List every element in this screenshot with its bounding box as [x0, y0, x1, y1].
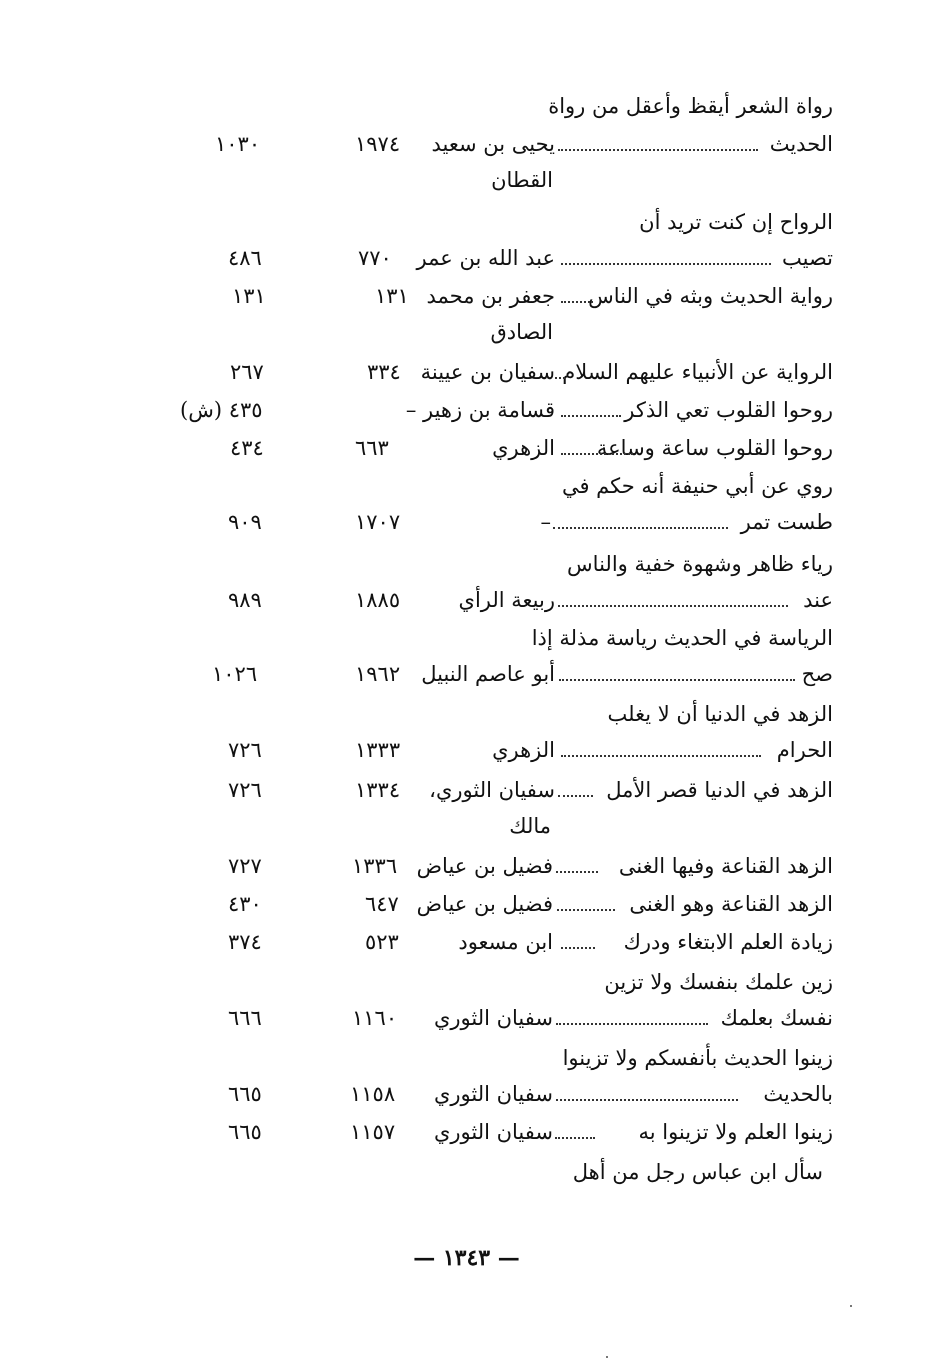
- entry-narrator-continued: الصادق: [490, 320, 553, 344]
- index-entry-line: [0, 468, 933, 504]
- index-entry-line: [0, 392, 933, 428]
- leader-dots: [558, 149, 758, 151]
- entry-narrator: أبو عاصم النبيل: [421, 662, 555, 686]
- entry-page: ١٠٢٦: [212, 662, 258, 686]
- index-entry-line: [0, 732, 933, 768]
- entry-narrator: سفيان الثوري،: [429, 778, 555, 802]
- index-entry-line: [0, 204, 933, 240]
- entry-narrator: فضيل بن عياض: [416, 892, 553, 916]
- entry-narrator: سفيان الثوري: [433, 1006, 553, 1030]
- entry-page: ٧٢٧: [228, 854, 262, 878]
- leader-dots: [559, 679, 795, 681]
- leader-dots: [561, 755, 761, 757]
- leader-dots: [556, 1023, 708, 1025]
- entry-page: ٤٣٤: [230, 436, 264, 460]
- entry-page: ٤٣٠: [228, 892, 262, 916]
- entry-number: ١٣٣٣: [355, 738, 401, 762]
- index-entry-line: [0, 964, 933, 1000]
- entry-phrase: عند: [803, 588, 833, 612]
- leader-dots: [561, 263, 771, 265]
- entry-narrator-continued: مالك: [509, 814, 551, 838]
- index-entry-line: [0, 546, 933, 582]
- index-entry-line: [0, 772, 933, 808]
- entry-number: ١٣٣٤: [355, 778, 401, 802]
- leader-dots: [561, 415, 621, 417]
- entry-phrase: زين علمك بنفسك ولا تزين: [604, 970, 833, 994]
- entry-phrase: صح: [801, 662, 833, 686]
- entry-page: ٩٠٩: [228, 510, 262, 534]
- entry-page: ٤٨٦: [228, 246, 262, 270]
- index-entry-line: [0, 1076, 933, 1112]
- leader-dots: [558, 605, 788, 607]
- entry-narrator: سفيان الثوري: [433, 1082, 553, 1106]
- entry-page: ٦٦٦: [228, 1006, 262, 1030]
- entry-narrator: فضيل بن عياض: [416, 854, 553, 878]
- entry-page: ٧٢٦: [228, 738, 262, 762]
- entry-phrase: الرواية عن الأنبياء عليهم السلام: [562, 360, 833, 384]
- entry-page: ٦٦٥: [228, 1082, 262, 1106]
- index-entry-line: [0, 314, 933, 350]
- leader-dots: [561, 947, 595, 949]
- entry-phrase: روحوا القلوب تعي الذكر: [624, 398, 833, 422]
- index-entry-line: [0, 656, 933, 692]
- entry-number: ٦٤٧: [365, 892, 399, 916]
- leader-dots: [553, 527, 728, 529]
- leader-dots: [558, 795, 593, 797]
- entry-phrase: الحديث: [769, 132, 833, 156]
- index-entry-line: [0, 88, 933, 124]
- index-entry-line: [0, 1114, 933, 1150]
- entry-number: ١٨٨٥: [355, 588, 401, 612]
- entry-number: ١١٥٨: [350, 1082, 396, 1106]
- entry-narrator: سفيان بن عيينة: [420, 360, 555, 384]
- index-entry-line: [0, 848, 933, 884]
- index-entry-line: [0, 1000, 933, 1036]
- scan-speck: [606, 1356, 608, 1358]
- entry-phrase: روي عن أبي حنيفة أنه حكم في: [561, 474, 833, 498]
- index-entry-line: [0, 1154, 933, 1190]
- scan-speck: [850, 1305, 852, 1307]
- index-entry-line: [0, 924, 933, 960]
- leader-dots: [555, 377, 565, 379]
- entry-phrase: زينوا العلم ولا تزينوا به: [638, 1120, 833, 1144]
- entry-narrator: يحيى بن سعيد: [431, 132, 555, 156]
- entry-page: ٤٣٥ (ش): [180, 398, 263, 422]
- entry-phrase: سأل ابن عباس رجل من أهل: [572, 1160, 823, 1184]
- entry-phrase: الزهد القناعة وفيها الغنى: [618, 854, 833, 878]
- index-entry-line: [0, 240, 933, 276]
- entry-phrase: زيادة العلم الابتغاء ودرك: [623, 930, 833, 954]
- entry-number: ١٣٣٦: [352, 854, 398, 878]
- entry-narrator: الزهري: [492, 436, 555, 460]
- entry-narrator: قسامة بن زهير –: [405, 398, 555, 422]
- entry-phrase: نفسك بعلمك: [720, 1006, 833, 1030]
- entry-number: ١٩٧٤: [355, 132, 401, 156]
- entry-narrator: –: [540, 510, 551, 534]
- entry-phrase: رواة الشعر أيقظ وأعقل من رواة: [548, 94, 833, 118]
- entry-narrator: الزهري: [492, 738, 555, 762]
- index-entry-line: [0, 430, 933, 466]
- entry-narrator: ابن مسعود: [458, 930, 553, 954]
- entry-phrase: الزهد في الدنيا أن لا يغلب: [607, 702, 833, 726]
- entry-narrator-continued: القطان: [491, 168, 553, 192]
- index-entry-line: [0, 1040, 933, 1076]
- index-entry-line: [0, 582, 933, 618]
- leader-dots: [557, 909, 615, 911]
- entry-phrase: رواية الحديث وبثه في الناس: [588, 284, 833, 308]
- entry-phrase: زينوا الحديث بأنفسكم ولا تزينوا: [562, 1046, 833, 1070]
- entry-page: ٦٦٥: [228, 1120, 262, 1144]
- entry-number: ١٧٠٧: [355, 510, 401, 534]
- index-entry-line: [0, 886, 933, 922]
- entry-number: ١٩٦٢: [355, 662, 401, 686]
- index-entry-line: [0, 278, 933, 314]
- entry-narrator: سفيان الثوري: [433, 1120, 553, 1144]
- index-entry-line: [0, 620, 933, 656]
- entry-phrase: طست تمر: [740, 510, 833, 534]
- leader-dots: [561, 301, 593, 303]
- leader-dots: [556, 871, 598, 873]
- entry-narrator: جعفر بن محمد: [426, 284, 555, 308]
- entry-page: ١٠٣٠: [215, 132, 261, 156]
- index-entry-line: [0, 808, 933, 844]
- entry-phrase: رياء ظاهر وشهوة خفية والناس: [567, 552, 833, 576]
- index-entry-line: [0, 354, 933, 390]
- entry-number: ٦٦٣: [355, 436, 389, 460]
- entry-phrase: الزهد في الدنيا قصر الأمل: [606, 778, 833, 802]
- entry-page: ٧٢٦: [228, 778, 262, 802]
- entry-narrator: عبد الله بن عمر: [416, 246, 555, 270]
- entry-phrase: الزهد القناعة وهو الغنى: [629, 892, 833, 916]
- entry-phrase: بالحديث: [763, 1082, 833, 1106]
- entry-page: ١٣١: [232, 284, 266, 308]
- entry-number: ١١٥٧: [350, 1120, 396, 1144]
- leader-dots: [555, 1137, 595, 1139]
- page-number: — ١٣٤٣ —: [413, 1245, 520, 1271]
- entry-number: ٧٧٠: [358, 246, 392, 270]
- entry-number: ١٣١: [375, 284, 409, 308]
- index-entry-line: [0, 162, 933, 198]
- entry-page: ٣٧٤: [228, 930, 262, 954]
- entry-narrator: ربيعة الرأي: [458, 588, 555, 612]
- entry-number: ٥٢٣: [365, 930, 399, 954]
- entry-number: ١١٦٠: [352, 1006, 398, 1030]
- entry-page: ٩٨٩: [228, 588, 262, 612]
- leader-dots: [561, 453, 633, 455]
- index-entry-line: [0, 504, 933, 540]
- entry-phrase: الحرام: [776, 738, 833, 762]
- entry-phrase: روحوا القلوب ساعة وساعة: [596, 436, 833, 460]
- entry-phrase: الرواح إن كنت تريد أن: [639, 210, 833, 234]
- index-entry-line: [0, 696, 933, 732]
- entry-phrase: الرياسة في الحديث رياسة مذلة إذا: [531, 626, 833, 650]
- index-entry-line: [0, 126, 933, 162]
- leader-dots: [556, 1099, 738, 1101]
- entry-number: ٣٣٤: [367, 360, 401, 384]
- entry-page: ٢٦٧: [230, 360, 264, 384]
- entry-phrase: تصيب: [781, 246, 833, 270]
